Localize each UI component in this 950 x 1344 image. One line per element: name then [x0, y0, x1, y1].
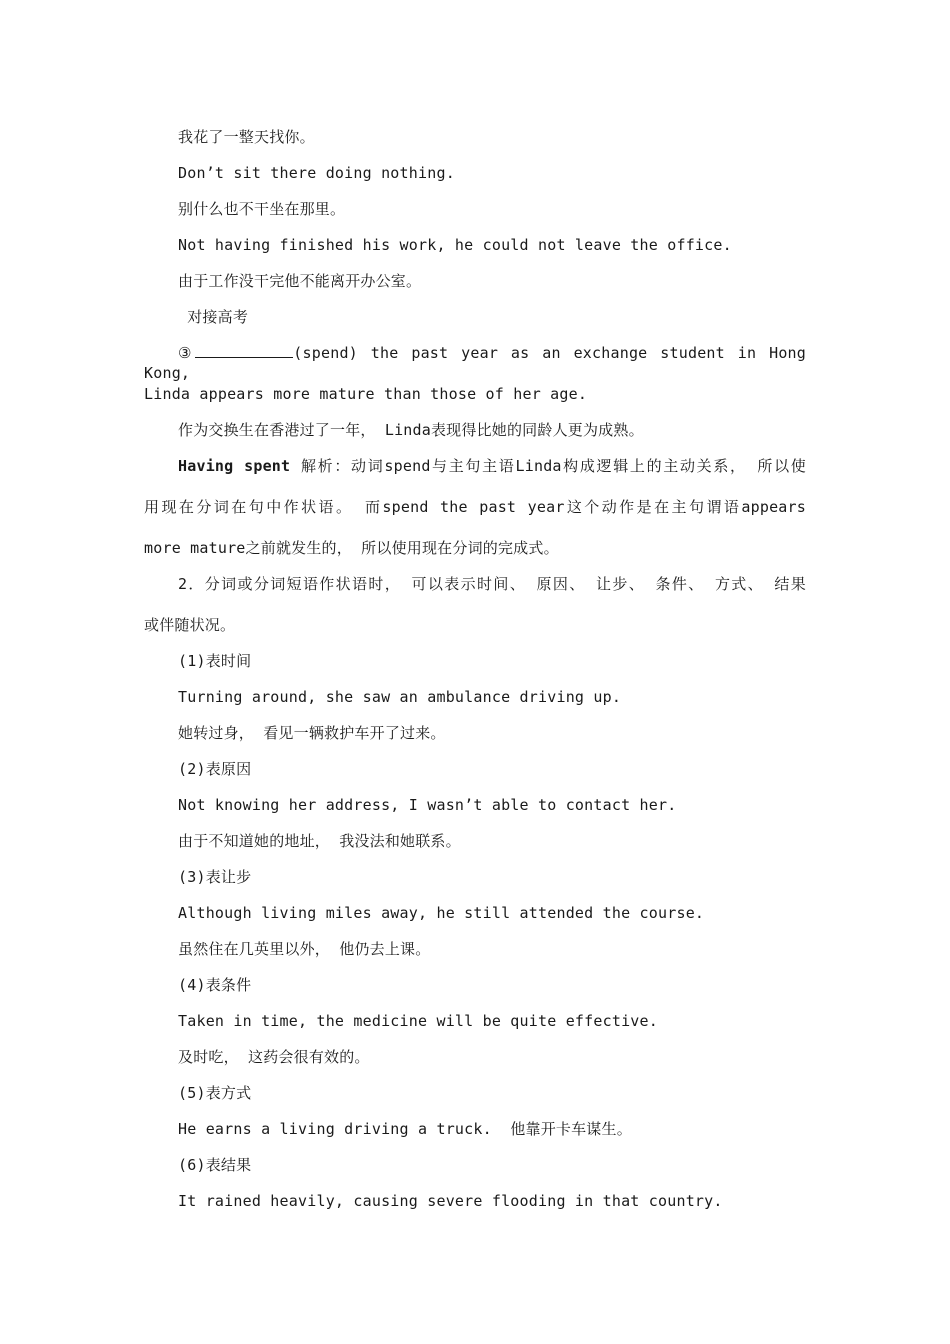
example-sentence: Turning around, she saw an ambulance driving up. — [178, 688, 622, 706]
subsection-heading: (3)表让步 — [178, 868, 252, 886]
question-number: ③ — [178, 344, 196, 362]
subsection-heading: (2)表原因 — [178, 760, 252, 778]
example-sentence: Taken in time, the medicine will be quite effective. — [178, 1012, 658, 1030]
rule-paragraph: 2．分词或分词短语作状语时， 可以表示时间、 原因、 让步、 条件、 方式、 结果 — [178, 575, 806, 593]
translation-line: 我花了一整天找你。 — [178, 128, 315, 146]
subsection-heading: (1)表时间 — [178, 652, 252, 670]
translation-line: 由于不知道她的地址， 我没法和她联系。 — [178, 832, 461, 850]
question-continuation: Linda appears more mature than those of her age. — [144, 385, 588, 403]
example-sentence: Don’t sit there doing nothing. — [178, 164, 455, 182]
example-sentence: Not having finished his work, he could not leave the office. — [178, 236, 732, 254]
answer-blank — [195, 343, 293, 358]
explanation-continuation: more mature之前就发生的， 所以使用现在分词的完成式。 — [144, 539, 559, 557]
section-heading: 对接高考 — [178, 308, 249, 326]
answer-text: Having spent — [178, 457, 291, 475]
translation-line: 别什么也不干坐在那里。 — [178, 200, 346, 218]
rule-continuation: 或伴随状况。 — [144, 616, 236, 634]
subsection-heading: (5)表方式 — [178, 1084, 252, 1102]
example-sentence: He earns a living driving a truck. 他靠开卡车谋生。 — [178, 1120, 632, 1138]
translation-line: 她转过身， 看见一辆救护车开了过来。 — [178, 724, 446, 742]
example-sentence: Although living miles away, he still attended the course. — [178, 904, 705, 922]
explanation-continuation: 用现在分词在句中作状语。 而spend the past year这个动作是在主句谓语appears — [144, 498, 806, 516]
subsection-heading: (6)表结果 — [178, 1156, 252, 1174]
subsection-heading: (4)表条件 — [178, 976, 252, 994]
translation-line: 虽然住在几英里以外， 他仍去上课。 — [178, 940, 431, 958]
answer-explanation — [144, 456, 806, 476]
translation-line: 及时吃， 这药会很有效的。 — [178, 1048, 370, 1066]
question-text: (spend) the past year as an exchange student in Hong Kong, — [144, 344, 807, 382]
exercise-question — [144, 343, 806, 383]
translation-line: 作为交换生在香港过了一年， Linda表现得比她的同龄人更为成熟。 — [178, 421, 644, 439]
example-sentence: Not knowing her address, I wasn’t able to contact her. — [178, 796, 677, 814]
explanation-text: 解析：动词spend与主句主语Linda构成逻辑上的主动关系， 所以使 — [290, 457, 806, 475]
example-sentence: It rained heavily, causing severe flooding in that country. — [178, 1192, 723, 1210]
translation-line: 由于工作没干完他不能离开办公室。 — [178, 272, 422, 290]
